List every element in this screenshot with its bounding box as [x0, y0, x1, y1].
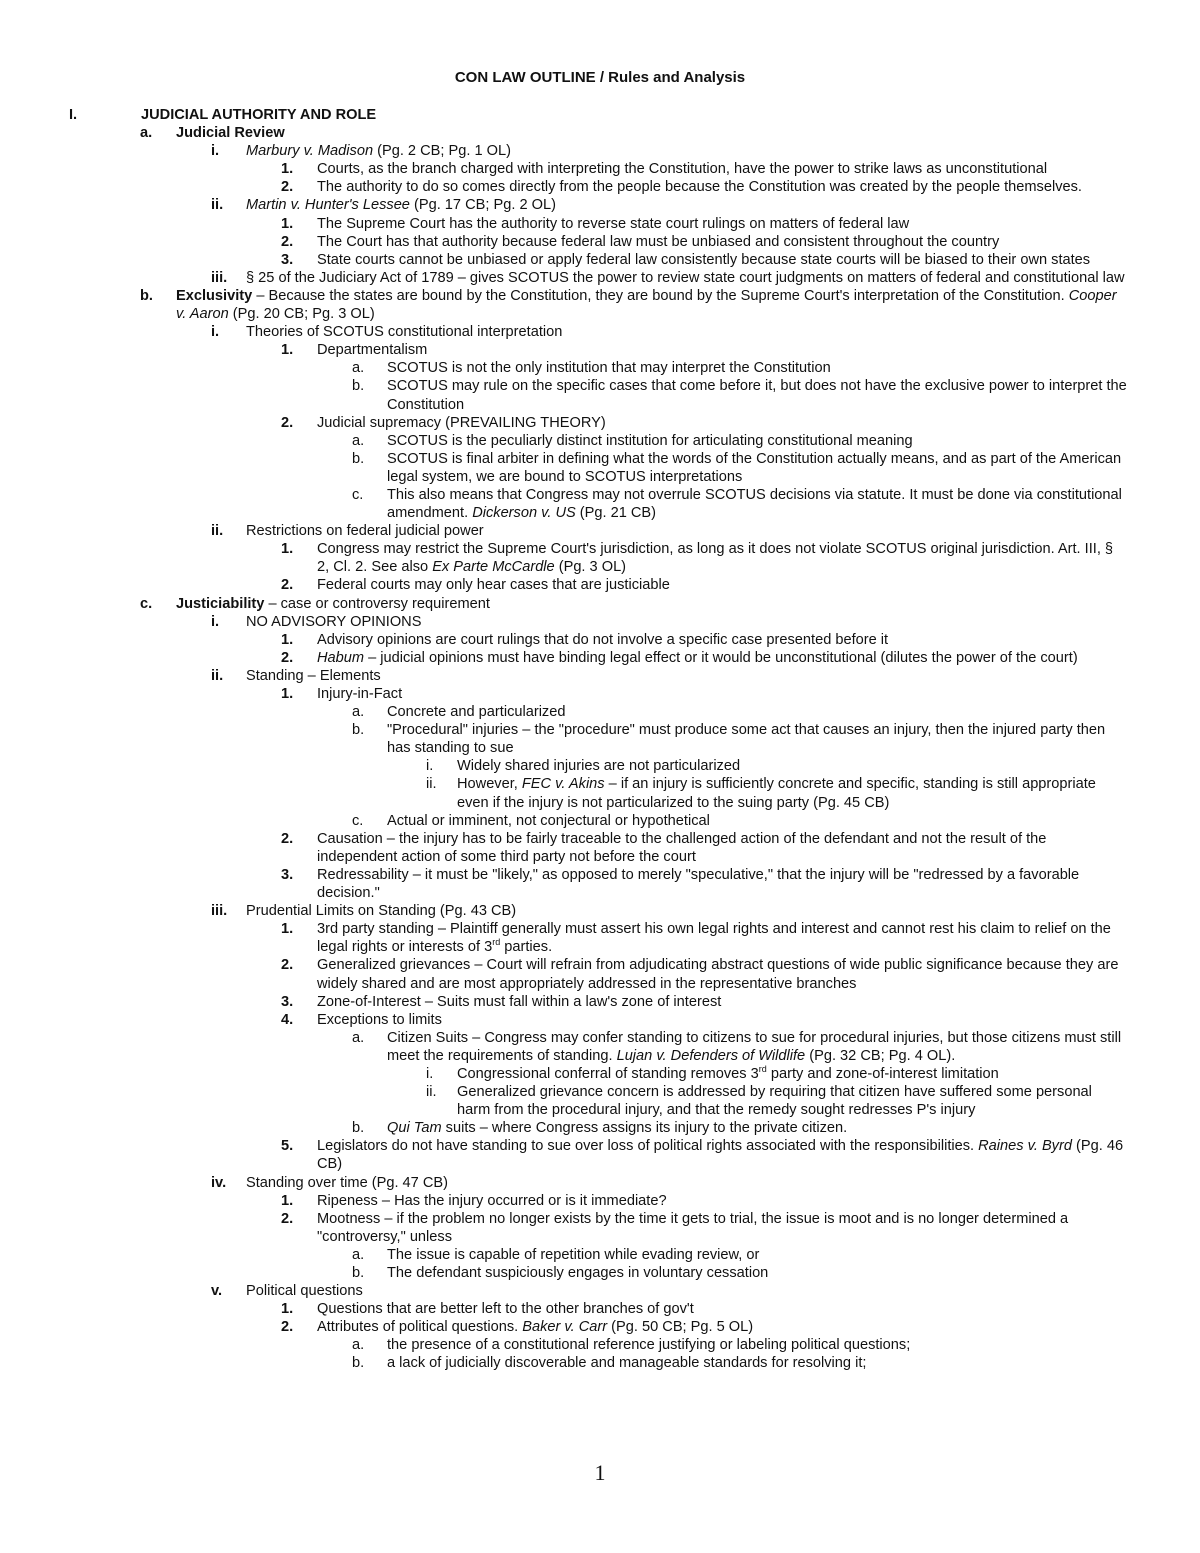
outline-item: [0, 956, 1200, 992]
outline-text: The issue is capable of repetition while evading review, or: [387, 1246, 760, 1263]
outline-marker: 1.: [281, 686, 294, 702]
outline-marker: 3.: [281, 866, 294, 883]
outline-text: Generalized grievances – Court will refrain from adjudicating abstract questions of wide public significance because they are widely shared and are most appropriately addressed in the representative branches: [317, 957, 1119, 992]
outline-text: SCOTUS is not the only institution that may interpret the Constitution: [387, 360, 831, 377]
outline-text: SCOTUS may rule on the specific cases that come before it, but does not have the exclusive power to interpret the Constitution: [387, 378, 1127, 413]
outline-text: Departmentalism: [317, 342, 428, 359]
outline-marker: 3.: [281, 993, 294, 1010]
outline-item: [0, 757, 1200, 775]
outline-item: [0, 323, 1200, 341]
outline-marker: a.: [352, 1029, 365, 1046]
outline-item: [0, 450, 1200, 486]
outline-item: [0, 341, 1200, 359]
outline-marker: ii.: [426, 776, 437, 793]
outline-marker: a.: [352, 704, 365, 721]
outline-text: SCOTUS is final arbiter in defining what the words of the Constitution actually means, and as part of the American legal system, we are bound to SCOTUS interpretations: [387, 450, 1122, 485]
outline-marker: I.: [69, 107, 78, 123]
outline-marker: b.: [352, 722, 365, 739]
outline-item: [0, 377, 1200, 413]
outline-text: Questions that are better left to the other branches of gov't: [317, 1301, 694, 1318]
outline-text: Courts, as the branch charged with interpreting the Constitution, have the power to strike laws as unconstitutional: [317, 161, 1048, 178]
outline-marker: 5.: [281, 1138, 294, 1155]
outline-marker: ii.: [211, 197, 224, 214]
outline-item: [0, 595, 1200, 613]
outline-item: [0, 667, 1200, 685]
outline-marker: a.: [352, 1337, 365, 1354]
outline-text: Prudential Limits on Standing (Pg. 43 CB): [246, 903, 517, 920]
outline-marker: a.: [352, 432, 365, 449]
outline-item: [0, 432, 1200, 450]
outline-marker: b.: [352, 1120, 365, 1137]
outline-item: [0, 486, 1200, 522]
outline-item: [0, 1174, 1200, 1192]
outline-text: the presence of a constitutional reference justifying or labeling political questions;: [387, 1337, 911, 1354]
outline-text: Martin v. Hunter's Lessee (Pg. 17 CB; Pg. 2 OL): [246, 197, 556, 214]
outline-marker: 2.: [281, 1319, 294, 1336]
outline-text: The defendant suspiciously engages in voluntary cessation: [387, 1265, 769, 1281]
outline-item: [0, 124, 1200, 142]
outline-marker: 2.: [281, 414, 294, 431]
outline-text: Qui Tam suits – where Congress assigns its injury to the private citizen.: [387, 1120, 848, 1137]
outline-marker: b.: [352, 1265, 365, 1281]
outline-text: Attributes of political questions. Baker v. Carr (Pg. 50 CB; Pg. 5 OL): [317, 1319, 754, 1336]
outline-item: [0, 902, 1200, 920]
outline-text: Legislators do not have standing to sue over loss of political rights associated with the responsibilities. Raines v. Byrd (Pg. 46 CB): [317, 1138, 1124, 1173]
outline-item: [0, 178, 1200, 196]
outline-text: Congressional conferral of standing removes 3rd party and zone-of-interest limitation: [457, 1064, 999, 1082]
outline-text: "Procedural" injuries – the "procedure" must produce some act that causes an injury, then the injured party then has standing to sue: [387, 722, 1106, 757]
outline-marker: 2.: [281, 830, 294, 847]
outline-text: Concrete and particularized: [387, 704, 566, 721]
outline-marker: i.: [426, 758, 434, 775]
outline-item: [0, 540, 1200, 576]
outline-marker: 3.: [281, 251, 294, 268]
outline-item: [0, 1011, 1200, 1029]
outline-marker: ii.: [211, 667, 224, 684]
outline-text: JUDICIAL AUTHORITY AND ROLE: [141, 107, 377, 123]
outline-marker: ii.: [211, 523, 224, 540]
outline-item: [0, 613, 1200, 631]
page-number: 1: [594, 1460, 606, 1485]
outline-item: [0, 649, 1200, 667]
outline-text: Federal courts may only hear cases that are justiciable: [317, 577, 670, 594]
outline-text: 3rd party standing – Plaintiff generally must assert his own legal rights and interest and cannot rest his claim to relief on the legal rights or interests of 3rd parties.: [317, 921, 1111, 956]
outline-marker: 4.: [281, 1011, 294, 1028]
outline-item: [0, 359, 1200, 377]
outline-text: However, FEC v. Akins – if an injury is sufficiently concrete and specific, standing is still appropriate even if the injury is not particularized to the suing party (Pg. 45 CB): [457, 776, 1096, 811]
outline-text: Citizen Suits – Congress may confer standing to citizens to sue for procedural injuries, but those citizens must still meet the requirements of standing. Lujan v. Defenders of Wildlife (Pg. 32 CB; Pg. 4 OL).: [387, 1029, 1122, 1064]
outline-text: Redressability – it must be "likely," as opposed to merely "speculative," that the injury will be "redressed by a favorable decision.": [317, 866, 1080, 902]
outline-marker: 2.: [281, 649, 294, 666]
outline-marker: ii.: [426, 1084, 437, 1101]
outline-text: Advisory opinions are court rulings that do not involve a specific case presented before it: [317, 631, 889, 648]
outline-marker: 2.: [281, 233, 294, 250]
outline-item: [0, 812, 1200, 830]
outline-marker: a.: [352, 360, 365, 377]
outline-item: [0, 269, 1200, 287]
outline-text: Mootness – if the problem no longer exists by the time it gets to trial, the issue is moot and is no longer determined a "controversy," unless: [317, 1210, 1069, 1245]
outline-text: The authority to do so comes directly from the people because the Constitution was created by the people themselves.: [317, 179, 1082, 196]
outline-text: The Court has that authority because federal law must be unbiased and consistent throughout the country: [317, 233, 1000, 250]
outline-item: [0, 1336, 1200, 1354]
outline-item: [0, 866, 1200, 902]
outline-text: Congress may restrict the Supreme Court's jurisdiction, as long as it does not violate SCOTUS original jurisdiction. Art. III, § 2, Cl. 2. See also Ex Parte McCardle (Pg. 3 OL): [317, 541, 1114, 576]
outline-item: [0, 522, 1200, 540]
outline-marker: c.: [352, 812, 364, 829]
outline-text: a lack of judicially discoverable and manageable standards for resolving it;: [387, 1355, 867, 1372]
outline-item: [0, 1264, 1200, 1282]
outline-marker: b.: [352, 378, 365, 395]
outline-marker: i.: [211, 613, 220, 630]
outline: [0, 106, 1200, 1373]
outline-marker: c.: [140, 595, 153, 612]
outline-marker: c.: [352, 486, 364, 503]
outline-marker: i.: [211, 324, 220, 341]
outline-item: [0, 1192, 1200, 1210]
outline-marker: iii.: [211, 903, 228, 920]
outline-item: [0, 233, 1200, 251]
outline-marker: 1.: [281, 921, 294, 938]
outline-text: Exceptions to limits: [317, 1011, 442, 1028]
outline-marker: 2.: [281, 179, 294, 196]
outline-item: [0, 703, 1200, 721]
outline-marker: i.: [426, 1065, 434, 1082]
outline-item: [0, 251, 1200, 269]
outline-item: [0, 721, 1200, 757]
outline-item: [0, 775, 1200, 811]
outline-marker: 1.: [281, 161, 294, 178]
outline-text: Political questions: [246, 1283, 363, 1300]
outline-text: Exclusivity – Because the states are bound by the Constitution, they are bound by the Supreme Court's interpretation of the Constitution. Cooper v. Aaron (Pg. 20 CB; Pg. 3 OL): [176, 287, 1117, 323]
outline-item: [0, 1137, 1200, 1173]
outline-text: NO ADVISORY OPINIONS: [246, 613, 422, 630]
outline-text: § 25 of the Judiciary Act of 1789 – gives SCOTUS the power to review state court judgments on matters of federal and constitutional law: [246, 269, 1125, 286]
outline-marker: a.: [352, 1246, 365, 1263]
outline-item: [0, 1119, 1200, 1137]
outline-text: Injury-in-Fact: [317, 686, 403, 702]
outline-item: [0, 1210, 1200, 1246]
outline-text: SCOTUS is the peculiarly distinct institution for articulating constitutional meaning: [387, 432, 913, 449]
outline-text: Theories of SCOTUS constitutional interpretation: [246, 324, 563, 341]
outline-text: Restrictions on federal judicial power: [246, 523, 484, 540]
outline-marker: v.: [211, 1283, 223, 1300]
outline-item: [0, 106, 1200, 124]
outline-text: Actual or imminent, not conjectural or hypothetical: [387, 812, 710, 829]
outline-item: [0, 830, 1200, 866]
outline-marker: 1.: [281, 541, 294, 558]
outline-marker: b.: [352, 450, 365, 467]
outline-item: [0, 1029, 1200, 1065]
outline-marker: 1.: [281, 1192, 294, 1209]
outline-item: [0, 160, 1200, 178]
outline-marker: b.: [352, 1355, 365, 1372]
outline-item: [0, 631, 1200, 649]
outline-text: Judicial Review: [176, 125, 285, 142]
outline-item: [0, 685, 1200, 703]
outline-item: [0, 576, 1200, 594]
outline-text: Causation – the injury has to be fairly traceable to the challenged action of the defendant and not the result of the independent action of some third party not before the court: [317, 830, 1047, 865]
outline-marker: 1.: [281, 631, 294, 648]
outline-item: [0, 1300, 1200, 1318]
document-title: CON LAW OUTLINE / Rules and Analysis: [454, 69, 746, 86]
outline-marker: iv.: [211, 1174, 227, 1191]
outline-item: [0, 920, 1200, 956]
outline-text: Justiciability – case or controversy requirement: [176, 595, 490, 612]
outline-item: [0, 1065, 1200, 1083]
outline-text: This also means that Congress may not overrule SCOTUS decisions via statute. It must be done via constitutional amendment. Dickerson v. US (Pg. 21 CB): [387, 486, 1122, 522]
outline-marker: b.: [140, 287, 153, 304]
outline-text: Ripeness – Has the injury occurred or is it immediate?: [317, 1192, 667, 1209]
outline-item: [0, 1318, 1200, 1336]
outline-text: Standing over time (Pg. 47 CB): [246, 1174, 448, 1191]
outline-item: [0, 1282, 1200, 1300]
outline-item: [0, 414, 1200, 432]
outline-marker: 2.: [281, 577, 294, 594]
outline-marker: 1.: [281, 215, 294, 232]
outline-marker: 2.: [281, 957, 294, 974]
outline-item: [0, 1083, 1200, 1119]
outline-item: [0, 142, 1200, 160]
outline-item: [0, 1354, 1200, 1372]
outline-text: Widely shared injuries are not particularized: [457, 758, 741, 775]
outline-item: [0, 287, 1200, 323]
outline-item: [0, 215, 1200, 233]
outline-item: [0, 993, 1200, 1011]
outline-text: Generalized grievance concern is addressed by requiring that citizen have suffered some personal harm from the procedural injury, and that the remedy sought redresses P's injury: [457, 1084, 1092, 1119]
outline-marker: 1.: [281, 1301, 294, 1318]
outline-text: Habum – judicial opinions must have binding legal effect or it would be unconstitutional (dilutes the power of the court): [317, 649, 1078, 666]
outline-text: The Supreme Court has the authority to reverse state court rulings on matters of federal law: [317, 215, 910, 232]
outline-text: Standing – Elements: [246, 667, 381, 684]
outline-text: Zone-of-Interest – Suits must fall within a law's zone of interest: [317, 993, 722, 1010]
outline-marker: i.: [211, 143, 220, 160]
outline-text: State courts cannot be unbiased or apply federal law consistently because state courts will be biased to their own states: [317, 251, 1091, 268]
outline-marker: a.: [140, 125, 153, 142]
outline-marker: 2.: [281, 1210, 294, 1227]
outline-text: Marbury v. Madison (Pg. 2 CB; Pg. 1 OL): [246, 143, 511, 160]
outline-marker: iii.: [211, 269, 228, 286]
outline-item: [0, 196, 1200, 214]
outline-text: Judicial supremacy (PREVAILING THEORY): [317, 414, 606, 431]
outline-item: [0, 1246, 1200, 1264]
outline-marker: 1.: [281, 342, 294, 359]
